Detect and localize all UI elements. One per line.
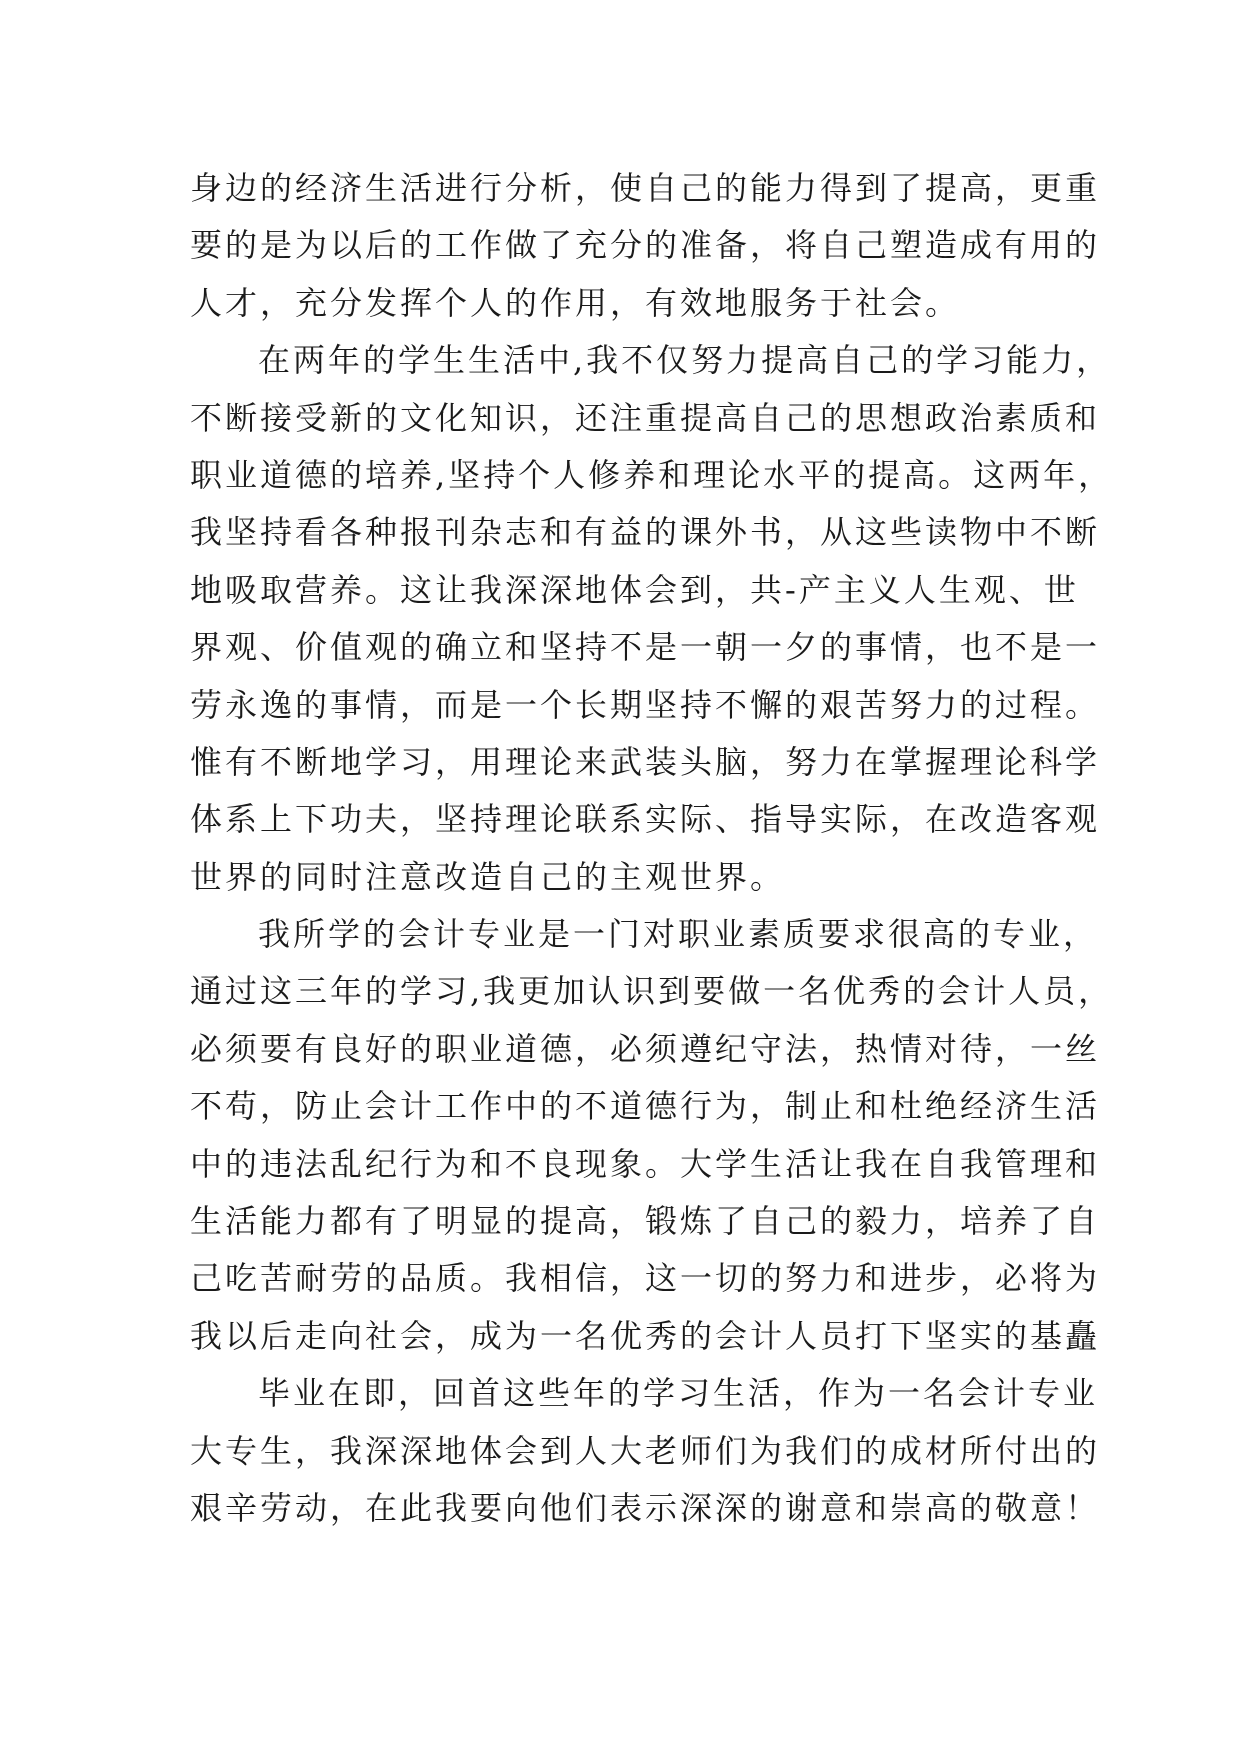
text-line: 要的是为以后的工作做了充分的准备，将自己塑造成有用的 — [190, 226, 1101, 265]
document-body — [190, 160, 1114, 1537]
text-line: 大专生，我深深地体会到人大老师们为我们的成材所付出的 — [190, 1431, 1101, 1470]
text-line: 毕业在即，回首这些年的学习生活，作为一名会计专业 — [258, 1374, 1099, 1413]
text-line: 体系上下功夫，坚持理论联系实际、指导实际，在改造客观 — [190, 800, 1101, 839]
text-line: 地吸取营养。这让我深深地体会到，共-产主义人生观、世 — [190, 570, 1079, 609]
text-line: 通过这三年的学习,我更加认识到要做一名优秀的会计人员， — [190, 972, 1114, 1011]
text-line: 中的违法乱纪行为和不良现象。大学生活让我在自我管理和 — [190, 1144, 1101, 1183]
text-line: 身边的经济生活进行分析，使自己的能力得到了提高，更重 — [190, 169, 1101, 207]
paragraph — [190, 332, 1114, 906]
text-line: 我以后走向社会，成为一名优秀的会计人员打下坚实的基矗 — [190, 1316, 1101, 1355]
text-line: 不苟，防止会计工作中的不道德行为，制止和杜绝经济生活 — [190, 1087, 1101, 1126]
text-line: 职业道德的培养,坚持个人修养和理论水平的提高。这两年， — [190, 455, 1114, 494]
text-line: 我坚持看各种报刊杂志和有益的课外书，从这些读物中不断 — [190, 513, 1101, 552]
text-line: 我所学的会计专业是一门对职业素质要求很高的专业， — [258, 915, 1099, 954]
text-line: 在两年的学生生活中,我不仅努力提高自己的学习能力， — [258, 341, 1112, 380]
text-line: 必须要有良好的职业道德，必须遵纪守法，热情对待，一丝 — [190, 1029, 1101, 1068]
text-line: 不断接受新的文化知识，还注重提高自己的思想政治素质和 — [190, 398, 1101, 437]
paragraph — [190, 160, 1101, 332]
text-line: 己吃苦耐劳的品质。我相信，这一切的努力和进步，必将为 — [190, 1259, 1101, 1298]
text-line: 艰辛劳动，在此我要向他们表示深深的谢意和崇高的敬意！ — [190, 1488, 1101, 1527]
text-line: 世界的同时注意改造自己的主观世界。 — [190, 857, 786, 896]
text-line: 生活能力都有了明显的提高，锻炼了自己的毅力，培养了自 — [190, 1202, 1101, 1241]
text-line: 劳永逸的事情，而是一个长期坚持不懈的艰苦努力的过程。 — [190, 685, 1101, 724]
text-line: 界观、价值观的确立和坚持不是一朝一夕的事情，也不是一 — [190, 628, 1101, 667]
paragraph — [190, 906, 1114, 1365]
text-line: 惟有不断地学习，用理论来武装头脑，努力在掌握理论科学 — [190, 742, 1101, 781]
text-line: 人才，充分发挥个人的作用，有效地服务于社会。 — [190, 283, 961, 322]
paragraph — [190, 1365, 1101, 1537]
